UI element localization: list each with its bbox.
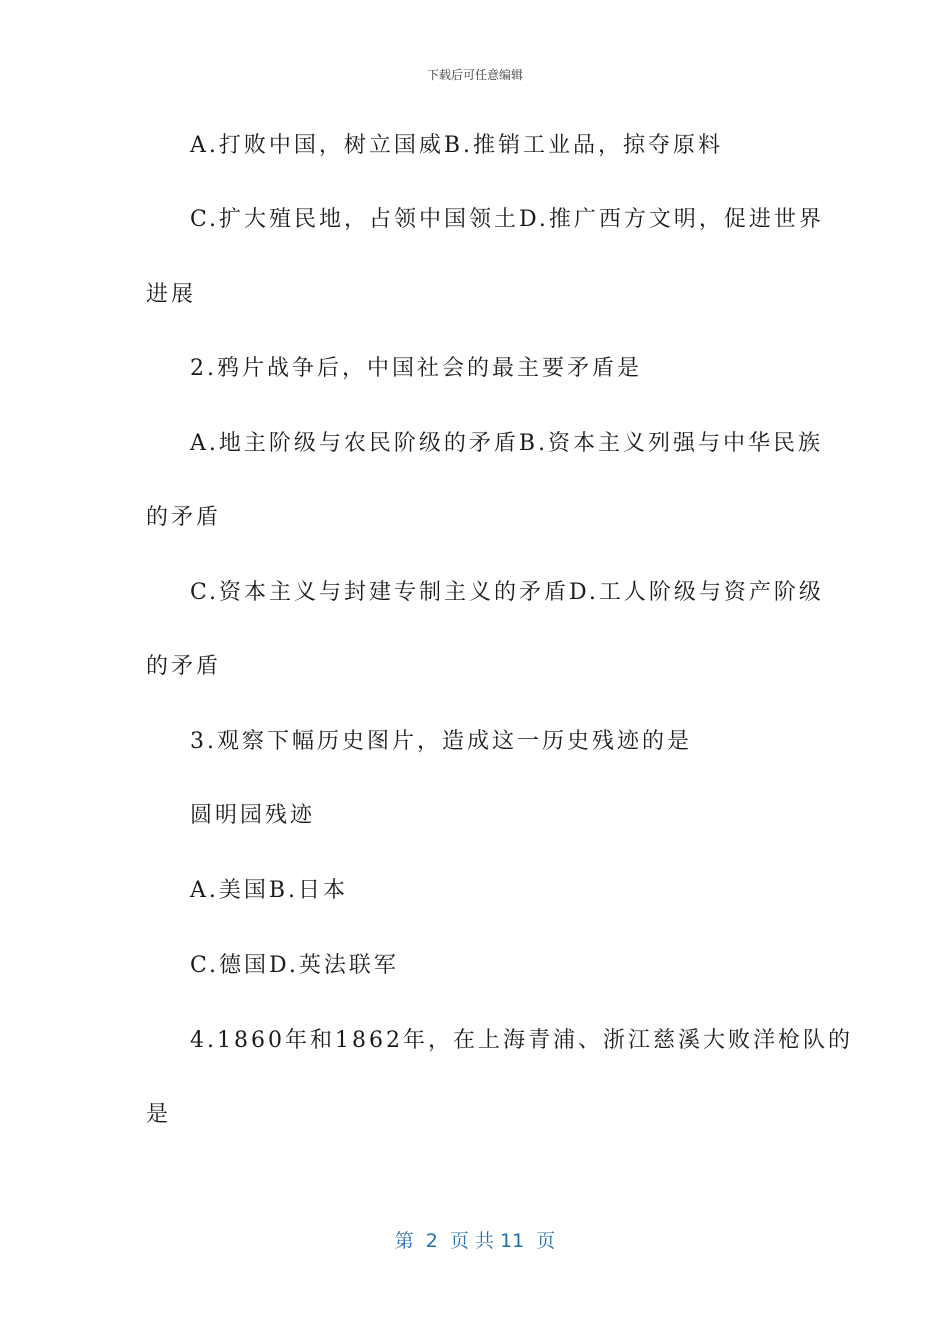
option-line-q1-cd-wrap: 进展: [146, 282, 197, 307]
option-line-q3-cd: C.德国D.英法联军: [190, 953, 399, 978]
question-4: 4.1860年和1862年，在上海青浦、浙江慈溪大败洋枪队的: [190, 1028, 853, 1053]
option-line-q2-ab-wrap: 的矛盾: [146, 505, 222, 530]
option-line-q2-ab: A.地主阶级与农民阶级的矛盾B.资本主义列强与中华民族: [190, 431, 824, 456]
option-line-q2-cd-wrap: 的矛盾: [146, 654, 222, 679]
question-4-wrap: 是: [146, 1102, 172, 1127]
option-line-q3-ab: A.美国B.日本: [190, 878, 349, 903]
question-2: 2.鸦片战争后，中国社会的最主要矛盾是: [190, 356, 642, 381]
page-footer: 第 2 页 共 11 页: [394, 1230, 556, 1252]
image-caption: 圆明园残迹: [190, 803, 316, 828]
option-line-q2-cd: C.资本主义与封建专制主义的矛盾D.工人阶级与资产阶级: [190, 580, 824, 605]
option-line-q1-cd: C.扩大殖民地，占领中国领土D.推广西方文明，促进世界: [190, 207, 824, 232]
question-3: 3.观察下幅历史图片，造成这一历史残迹的是: [190, 729, 692, 754]
page-header: 下载后可任意编辑: [426, 68, 523, 82]
option-line-q1-ab: A.打败中国，树立国威B.推销工业品，掠夺原料: [190, 133, 724, 158]
